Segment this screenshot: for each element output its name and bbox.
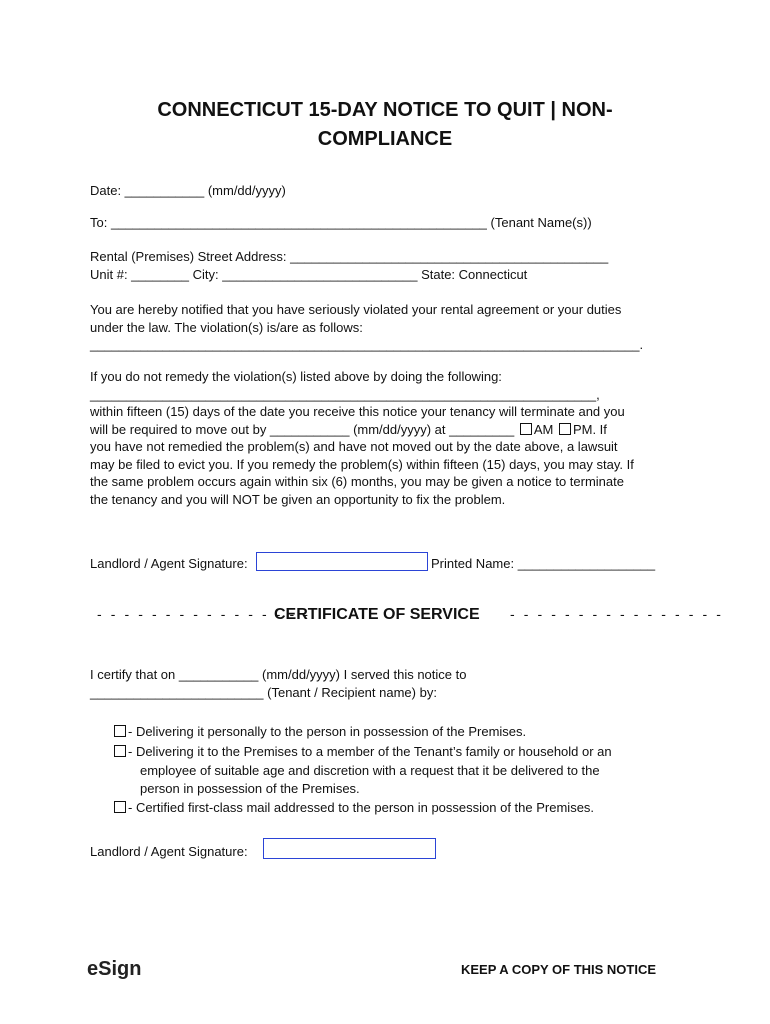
date-field[interactable]: Date: ___________ (mm/dd/yyyy) xyxy=(90,183,286,198)
landlord-signature-box[interactable] xyxy=(256,552,428,571)
violation-blank[interactable]: ____________________________________________________________________________. xyxy=(90,337,644,352)
certify-date-field[interactable]: I certify that on ___________ (mm/dd/yyyy) I served this notice to xyxy=(90,667,467,682)
certified-mail-checkbox[interactable] xyxy=(114,801,126,813)
landlord-signature-label: Landlord / Agent Signature: xyxy=(90,556,248,571)
household-delivery-checkbox[interactable] xyxy=(114,745,126,757)
remedy-line-3: within fifteen (15) days of the date you receive this notice your tenancy will terminate and you xyxy=(90,404,625,419)
certificate-dashes-right: - - - - - - - - - - - - - - - - xyxy=(510,606,724,622)
remedy-line-8: the tenancy and you will NOT be given an opportunity to fix the problem. xyxy=(90,491,506,507)
move-out-date-field[interactable]: will be required to move out by ___________ (mm/dd/yyyy) at _________ xyxy=(90,421,515,437)
keep-copy-notice: KEEP A COPY OF THIS NOTICE xyxy=(461,962,657,977)
document-title xyxy=(90,96,680,154)
certificate-title: CERTIFICATE OF SERVICE xyxy=(274,606,480,623)
printed-name-field[interactable]: Printed Name: ___________________ xyxy=(431,556,656,571)
unit-city-state-field[interactable]: Unit #: ________ City: ___________________________ State: Connecticut xyxy=(90,267,528,282)
household-line-2: employee of suitable age and discretion with a request that it be delivered to the xyxy=(140,763,600,778)
tenant-name-field[interactable]: To: ____________________________________________________ (Tenant Name(s)) xyxy=(90,215,592,230)
service-option-household: - Delivering it to the Premises to a member of the Tenant’s family or household or an xyxy=(112,743,612,761)
remedy-line-6: may be filed to evict you. If you remedy the problem(s) within fifteen (15) days, you may stay. If xyxy=(90,456,634,472)
remedy-line-7: the same problem occurs again within six (6) months, you may be given a notice to terminate xyxy=(90,474,624,489)
pm-label: PM. If xyxy=(572,421,607,437)
violation-notice xyxy=(90,301,643,354)
esign-logo: eSign xyxy=(87,958,142,980)
remedy-line-5: you have not remedied the problem(s) and have not moved out by the date above, a lawsuit xyxy=(90,439,618,454)
remedy-line-1: If you do not remedy the violation(s) listed above by doing the following: xyxy=(90,369,502,384)
notice-line-2: under the law. The violation(s) is/are as follows: xyxy=(90,319,363,335)
certificate-signature-box[interactable] xyxy=(263,838,436,859)
am-checkbox[interactable] xyxy=(520,423,532,435)
title-line-2: COMPLIANCE xyxy=(317,128,453,150)
household-line-3: person in possession of the Premises. xyxy=(140,780,360,796)
certificate-signature-label: Landlord / Agent Signature: xyxy=(90,844,248,859)
personal-delivery-checkbox[interactable] xyxy=(114,725,126,737)
street-address-field[interactable]: Rental (Premises) Street Address: ____________________________________________ xyxy=(90,249,609,264)
pm-checkbox[interactable] xyxy=(559,423,571,435)
title-line-1: CONNECTICUT 15-DAY NOTICE TO QUIT | NON- xyxy=(157,99,613,121)
notice-line-1: You are hereby notified that you have seriously violated your rental agreement or your duties xyxy=(90,302,622,317)
remedy-blank[interactable]: ______________________________________________________________________, xyxy=(90,386,600,402)
remedy-paragraph xyxy=(90,368,634,508)
service-option-mail: - Certified first-class mail addressed to the person in possession of the Premises. xyxy=(112,799,612,817)
service-option-personal: - Delivering it personally to the person in possession of the Premises. xyxy=(112,723,612,741)
service-options xyxy=(112,723,612,817)
move-out-line xyxy=(90,421,634,439)
certificate-dashes-left: - - - - - - - - - - - - - - - - xyxy=(97,606,311,622)
recipient-name-field[interactable]: ________________________ (Tenant / Recipient name) by: xyxy=(90,685,437,700)
am-label: AM xyxy=(533,421,554,437)
